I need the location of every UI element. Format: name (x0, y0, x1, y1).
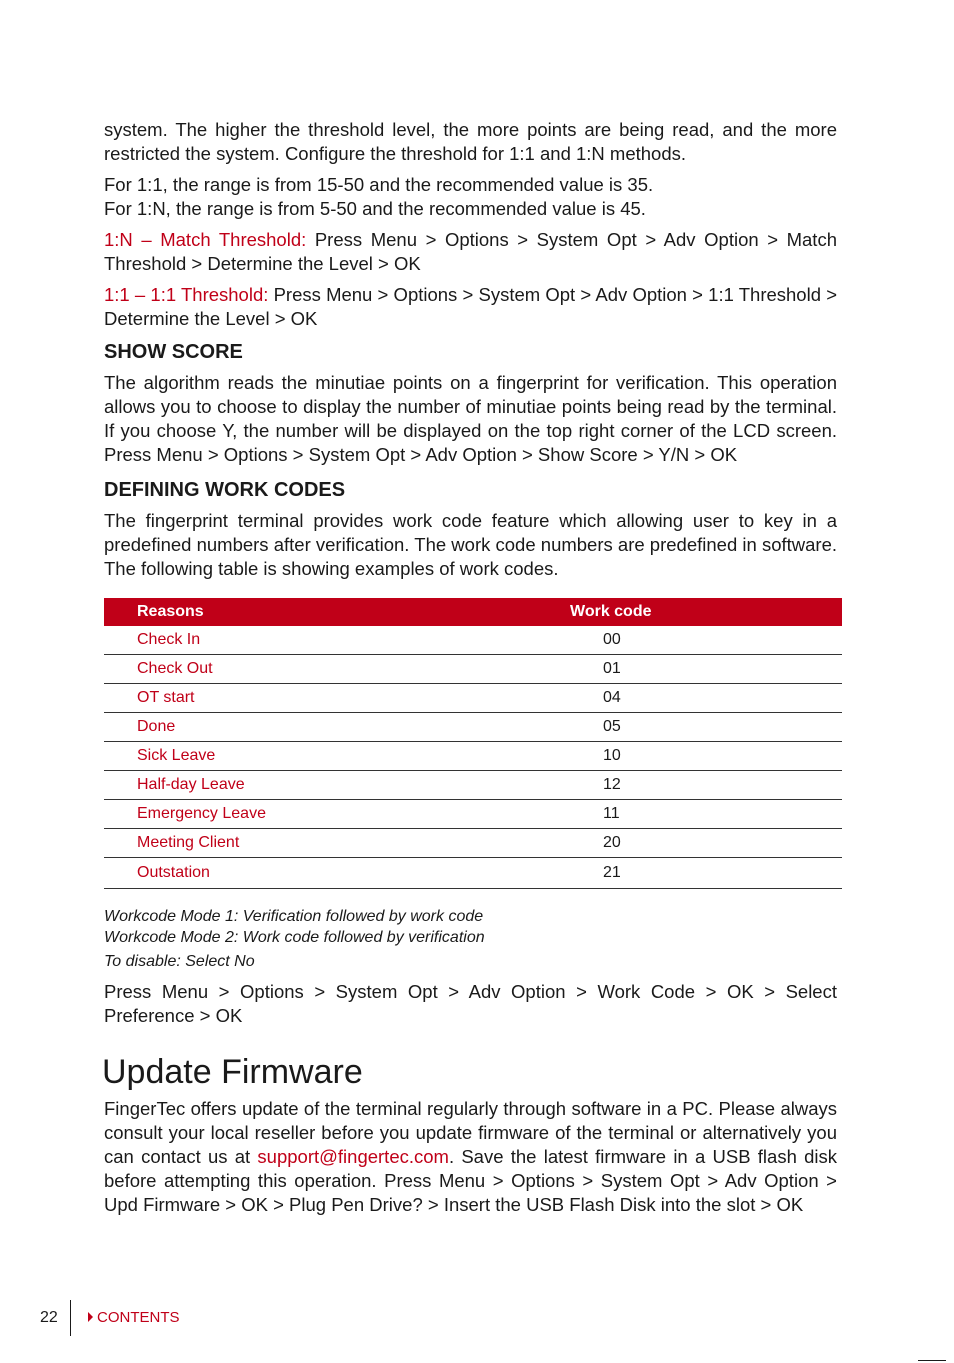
table-row (104, 771, 842, 800)
table-row (104, 655, 842, 684)
header-work-code: Work code (537, 598, 842, 626)
support-email-link[interactable]: support@fingertec.com (257, 1146, 449, 1167)
workcode-mode-2-note: Workcode Mode 2: Work code followed by verification (104, 929, 485, 946)
range-1toN: For 1:N, the range is from 5-50 and the recommended value is 45. (104, 198, 646, 219)
workcode-notes (104, 906, 485, 972)
code-cell: 20 (537, 829, 842, 858)
corner-rule (918, 1360, 946, 1361)
table-row (104, 742, 842, 771)
work-code-menu-path: Press Menu > Options > System Opt > Adv Option > Work Code > OK > Select Preference > OK (104, 981, 837, 1026)
reason-cell: Check Out (104, 655, 537, 684)
one-threshold-label: 1:1 – 1:1 Threshold: (104, 284, 269, 305)
reason-cell: Outstation (104, 858, 537, 889)
contents-link[interactable] (88, 1309, 180, 1326)
disable-note: To disable: Select No (104, 953, 255, 970)
code-cell: 21 (537, 858, 842, 889)
play-arrow-icon (88, 1312, 93, 1322)
reason-cell: Emergency Leave (104, 800, 537, 829)
reason-cell: Meeting Client (104, 829, 537, 858)
table-row (104, 626, 842, 655)
match-threshold-paragraph (104, 228, 837, 276)
match-threshold-label: 1:N – Match Threshold: (104, 229, 307, 250)
code-cell: 05 (537, 713, 842, 742)
match-threshold-text: Press Menu > Options > System Opt > Adv Option > Match Threshold > Determine the Level > OK (104, 229, 837, 274)
firmware-text-b: . Save the latest firmware in a USB flash disk before attempting this operation. Press Menu > Options > System Opt > Adv Option > Upd Firmware > OK > Plug Pen Drive? > Insert the USB Flash Disk into the slot > OK (104, 1146, 837, 1215)
reason-cell: Sick Leave (104, 742, 537, 771)
table-row (104, 858, 842, 889)
show-score-heading: SHOW SCORE (104, 341, 243, 363)
table-row (104, 684, 842, 713)
code-cell: 00 (537, 626, 842, 655)
reason-cell: Done (104, 713, 537, 742)
page-number: 22 (40, 1309, 58, 1326)
one-threshold-text: Press Menu > Options > System Opt > Adv Option > 1:1 Threshold > Determine the Level > OK (104, 284, 837, 329)
firmware-text-a: FingerTec offers update of the terminal regularly through software in a PC. Please always consult your local reseller before you update firmware of the terminal or alternatively you can contact us at (104, 1098, 837, 1167)
reason-cell: OT start (104, 684, 537, 713)
header-reasons: Reasons (104, 598, 537, 626)
update-firmware-title: Update Firmware (102, 1053, 363, 1091)
firmware-paragraph (104, 1097, 837, 1217)
reason-cell: Check In (104, 626, 537, 655)
table-row (104, 713, 842, 742)
footer-divider (70, 1300, 71, 1336)
reason-cell: Half-day Leave (104, 771, 537, 800)
table-header-row (104, 598, 842, 626)
work-codes-heading: DEFINING WORK CODES (104, 479, 346, 501)
show-score-body: The algorithm reads the minutiae points on a fingerprint for verification. This operation allows you to choose to display the number of minutiae points being read by the terminal. If you choose Y, the number will be displayed on the top right corner of the LCD screen. Press Menu > Options > System Opt > Adv Option > Show Score > Y/N > OK (104, 372, 837, 465)
work-code-table (104, 598, 842, 889)
code-cell: 10 (537, 742, 842, 771)
intro-paragraph: system. The higher the threshold level, the more points are being read, and the more restricted the system. Configure the threshold for 1:1 and 1:N methods. (104, 119, 837, 164)
code-cell: 04 (537, 684, 842, 713)
table-row (104, 800, 842, 829)
code-cell: 01 (537, 655, 842, 684)
contents-label: CONTENTS (97, 1309, 180, 1326)
range-1to1: For 1:1, the range is from 15-50 and the recommended value is 35. (104, 174, 654, 195)
table-row (104, 829, 842, 858)
page-body (104, 118, 837, 581)
code-cell: 12 (537, 771, 842, 800)
workcode-mode-1-note: Workcode Mode 1: Verification followed by work code (104, 908, 484, 925)
one-threshold-paragraph (104, 283, 837, 331)
code-cell: 11 (537, 800, 842, 829)
work-codes-body: The fingerprint terminal provides work code feature which allowing user to key in a predefined numbers after verification. The work code numbers are predefined in software. The following table is showing examples of work codes. (104, 510, 837, 579)
